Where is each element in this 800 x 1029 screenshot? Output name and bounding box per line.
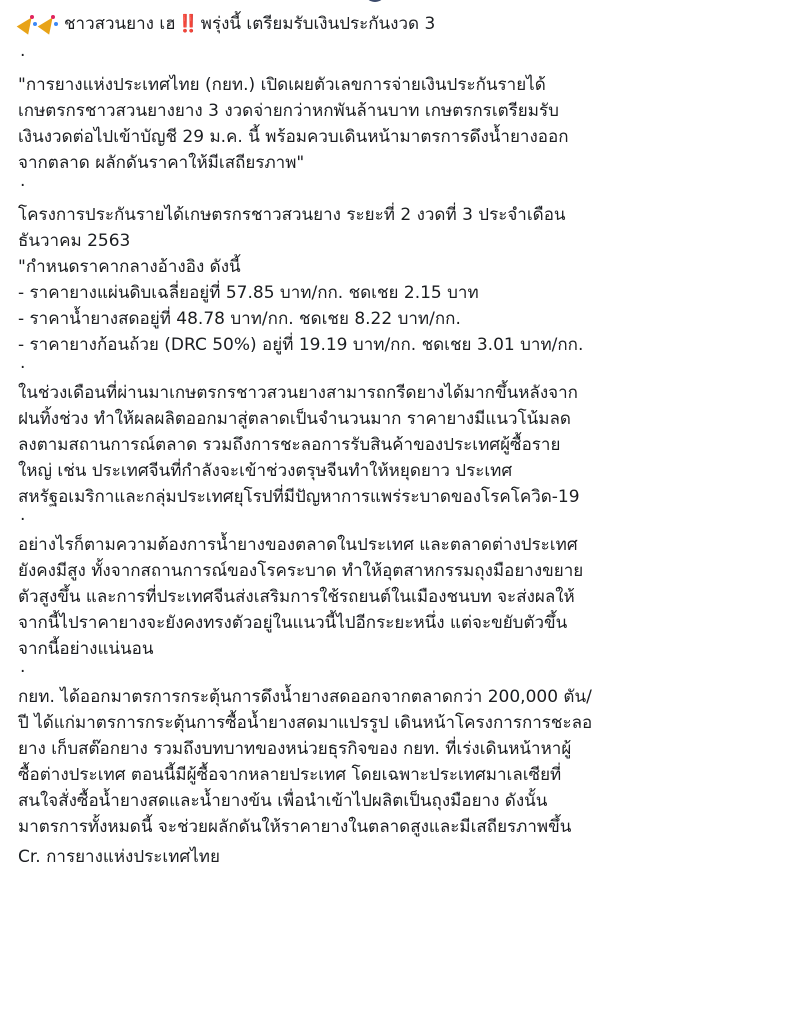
text-line: ปี ได้แก่มาตรการกระตุ้นการซื้อน้ำยางสดมาแปรรูป เดินหน้าโครงการการชะลอ xyxy=(18,713,593,733)
text-line: ตัวสูงขึ้น และการที่ประเทศจีนส่งเสริมการใช้รถยนต์ในเมืองชนบท จะส่งผลให้ xyxy=(18,587,575,607)
text-line: เกษตรกรชาวสวนยางยาง 3 งวดจ่ายกว่าหกพันล้านบาท เกษตรกรเตรียมรับ xyxy=(18,101,559,121)
text-line: โครงการประกันรายได้เกษตรกรชาวสวนยาง ระยะที่ 2 งวดที่ 3 ประจำเดือน xyxy=(18,205,566,225)
text-line: จากนี้อย่างแน่นอน xyxy=(18,639,154,659)
separator: . xyxy=(20,353,26,373)
text-line: ยาง เก็บสต๊อกยาง รวมถึงบทบาทของหน่วยธุรกิจของ กยท. ที่เร่งเดินหน้าหาผู้ xyxy=(18,739,572,759)
party-popper-icon xyxy=(18,15,36,33)
party-popper-icon xyxy=(39,15,57,33)
price-item: - ราคายางแผ่นดิบเฉลี่ยอยู่ที่ 57.85 บาท/กก. ชดเชย 2.15 บาท xyxy=(18,283,479,303)
text-line: สนใจสั่งซื้อน้ำยางสดและน้ำยางข้น เพื่อนำเข้าไปผลิตเป็นถุงมือยาง ดังนั้น xyxy=(18,791,548,811)
price-item: - ราคาน้ำยางสดอยู่ที่ 48.78 บาท/กก. ชดเชย 8.22 บาท/กก. xyxy=(18,309,461,329)
text-line: ธันวาคม 2563 xyxy=(18,231,131,251)
text-line: จากนี้ไปราคายางจะยังคงทรงตัวอยู่ในแนวนี้ไปอีกระยะหนึ่ง แต่จะขยับตัวขึ้น xyxy=(18,613,568,633)
separator: . xyxy=(20,505,26,525)
text-line: สหรัฐอเมริกาและกลุ่มประเทศยุโรปที่มีปัญหาการแพร่ระบาดของโรคโควิด-19 xyxy=(18,487,580,507)
text-line: จากตลาด ผลักดันราคาให้มีเสถียรภาพ" xyxy=(18,153,305,173)
market-paragraph xyxy=(18,380,788,510)
price-item: - ราคายางก้อนถ้วย (DRC 50%) อยู่ที่ 19.19 บาท/กก. ชดเชย 3.01 บาท/กก. xyxy=(18,335,584,355)
text-line: กยท. ได้ออกมาตรการกระตุ้นการดึงน้ำยางสดออกจากตลาดกว่า 200,000 ตัน/ xyxy=(18,687,592,707)
double-exclamation-icon: ‼️ xyxy=(177,14,199,34)
quote-paragraph xyxy=(18,72,788,176)
text-line: ซื้อต่างประเทศ ตอนนี้มีผู้ซื้อจากหลายประเทศ โดยเฉพาะประเทศมาเลเซียที่ xyxy=(18,765,562,785)
text-line: ฝนทิ้งช่วง ทำให้ผลผลิตออกมาสู่ตลาดเป็นจำนวนมาก ราคายางมีแนวโน้มลด xyxy=(18,409,571,429)
separator: . xyxy=(20,41,26,61)
text-line: มาตรการทั้งหมดนี้ จะช่วยผลักดันให้ราคายางในตลาดสูงและมีเสถียรภาพขึ้น xyxy=(18,817,572,837)
text-line: อย่างไรก็ตามความต้องการน้ำยางของตลาดในประเทศ และตลาดต่างประเทศ xyxy=(18,535,578,555)
headline-text-before: ชาวสวนยาง เฮ xyxy=(64,14,176,34)
post-body xyxy=(18,0,788,870)
text-line: ใหญ่ เช่น ประเทศจีนที่กำลังจะเข้าช่วงตรุษจีนทำให้หยุดยาว ประเทศ xyxy=(18,461,513,481)
separator: . xyxy=(20,657,26,677)
text-line: ลงตามสถานการณ์ตลาด รวมถึงการชะลอการรับสินค้าของประเทศผู้ซื้อราย xyxy=(18,435,561,455)
text-line: เงินงวดต่อไปเข้าบัญชี 29 ม.ค. นี้ พร้อมควบเดินหน้ามาตรการดึงน้ำยางออก xyxy=(18,127,569,147)
text-line: ในช่วงเดือนที่ผ่านมาเกษตรกรชาวสวนยางสามารถกรีดยางได้มากขึ้นหลังจาก xyxy=(18,383,578,403)
credit-line: Cr. การยางแห่งประเทศไทย xyxy=(18,847,220,867)
separator: . xyxy=(20,171,26,191)
measures-paragraph xyxy=(18,684,788,840)
post-headline xyxy=(18,0,788,46)
headline-text-after: พรุ่งนี้ เตรียมรับเงินประกันงวด 3 xyxy=(200,14,436,34)
text-line: "การยางแห่งประเทศไทย (กยท.) เปิดเผยตัวเลขการจ่ายเงินประกันรายได้ xyxy=(18,75,546,95)
text-line: ยังคงมีสูง ทั้งจากสถานการณ์ของโรคระบาด ทำให้อุตสาหกรรมถุงมือยางขยาย xyxy=(18,561,584,581)
text-line: "กำหนดราคากลางอ้างอิง ดังนี้ xyxy=(18,257,241,277)
project-paragraph xyxy=(18,202,788,358)
demand-paragraph xyxy=(18,532,788,662)
